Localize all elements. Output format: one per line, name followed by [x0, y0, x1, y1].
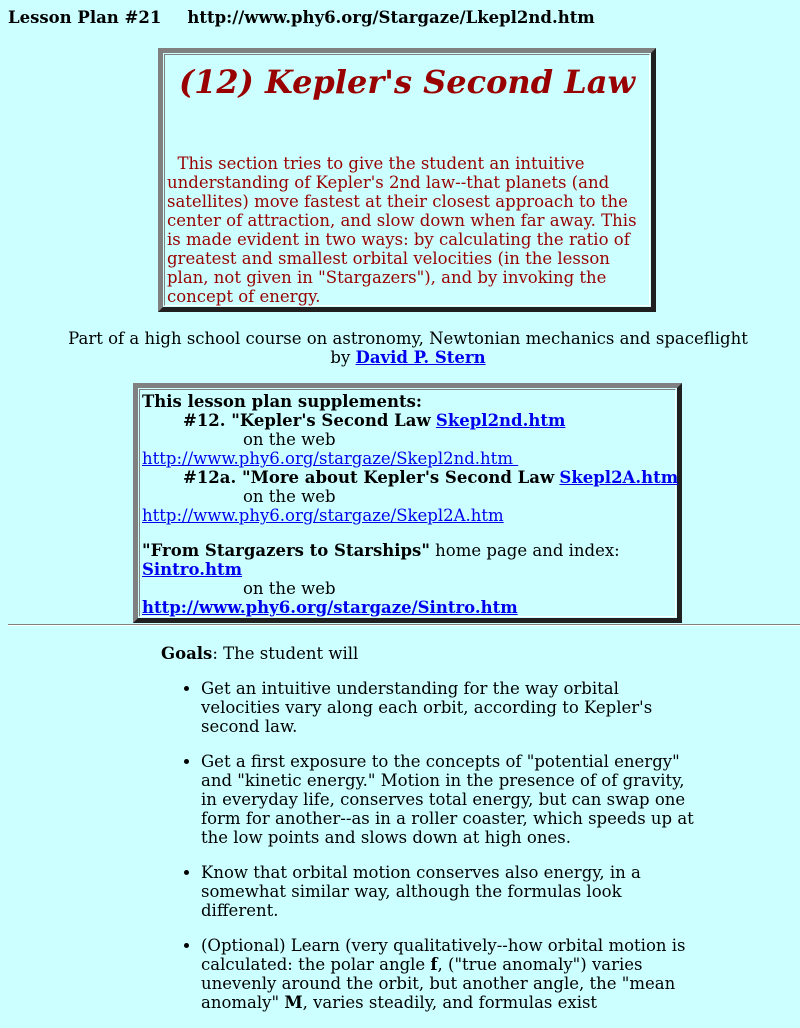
goals-list: [161, 679, 696, 1028]
on-web-label-3: on the web: [243, 579, 336, 598]
on-web-label-1: on the web: [243, 430, 336, 449]
author-line: [8, 348, 800, 367]
page-header: [8, 8, 595, 27]
goal-4-part-1: (Optional) Learn (very qualitatively--how orbital motion is calculated: the polar angle: [201, 936, 686, 974]
item-2-url-link[interactable]: http://www.phy6.org/stargaze/Skepl2A.htm: [142, 506, 504, 525]
supplement-heading: This lesson plan supplements:: [142, 392, 422, 411]
supplement-content: [142, 392, 679, 617]
home-row: [142, 541, 673, 560]
lesson-number: Lesson Plan #21: [8, 8, 162, 27]
page-url: http://www.phy6.org/Stargaze/Lkepl2nd.htm: [187, 8, 595, 27]
home-text: home page and index:: [429, 541, 620, 560]
goal-item: [201, 936, 696, 1012]
goal-4-part-2: , ("true anomaly") varies unevenly around the orbit, but another angle, the "mean anomaly": [201, 955, 676, 1012]
home-link-row: [142, 560, 673, 579]
item-1-label: #12. "Kepler's Second Law: [183, 411, 431, 430]
home-url-link[interactable]: http://www.phy6.org/stargaze/Sintro.htm: [142, 598, 518, 617]
item-2-url-row: [142, 506, 673, 525]
page-title: (12) Kepler's Second Law: [179, 63, 635, 101]
symbol-m: M: [284, 993, 303, 1012]
goals-lead: : The student will: [212, 644, 359, 663]
on-web-label-2: on the web: [243, 487, 336, 506]
home-title: "From Stargazers to Starships": [142, 541, 430, 560]
item-1-url-link[interactable]: http://www.phy6.org/stargaze/Skepl2nd.htm: [142, 449, 519, 468]
item-1-url-row: [142, 449, 673, 468]
item-2-label: #12a. "More about Kepler's Second Law: [183, 468, 555, 487]
goal-item: • Get an intuitive understanding for the way orbital velocities vary along each orbit, according to Kepler's second law.: [201, 679, 696, 736]
supplement-box: [133, 383, 682, 623]
item-1-link[interactable]: Skepl2nd.htm: [435, 411, 566, 430]
home-url-row: [142, 598, 673, 617]
symbol-f: f: [430, 955, 438, 974]
spacer: [142, 525, 673, 541]
course-description: Part of a high school course on astronomy, Newtonian mechanics and spaceflight: [68, 329, 748, 348]
goal-item: • Get a first exposure to the concepts of "potential energy" and "kinetic energy." Motion in the presence of of gravity, in everyday life, conserves total energy, but can swap one form for another--as in a roller coaster, which speeds up at the low points and slows down at high ones.: [201, 752, 696, 847]
intro-text: This section tries to give the student an intuitive understanding of Kepler's 2nd law--that planets (and satellites) move fastest at their closest approach to the center of attraction, and slow down when far away. This is made evident in two ways: by calculating the ratio of greatest and smallest orbital velocities (in the lesson plan, not given in "Stargazers"), and by invoking the concept of energy.: [167, 154, 637, 306]
supplement-item-1: [142, 411, 673, 430]
by-label: by: [330, 348, 351, 367]
supplement-item-2: [142, 468, 679, 487]
title-box-inner: [164, 54, 650, 306]
author-link[interactable]: David P. Stern: [355, 348, 486, 367]
course-credit: [8, 329, 800, 367]
home-link[interactable]: Sintro.htm: [142, 560, 243, 579]
item-2-link[interactable]: Skepl2A.htm: [559, 468, 679, 487]
intro-paragraph: [167, 154, 645, 306]
title-box: [158, 48, 656, 312]
divider: [8, 624, 800, 626]
goal-4-part-3: , varies steadily, and formulas exist: [302, 993, 598, 1012]
supplement-box-inner: [139, 389, 679, 617]
goals-heading: [161, 644, 358, 663]
goal-item: • Know that orbital motion conserves also energy, in a somewhat similar way, although the formulas look different.: [201, 863, 696, 920]
goals-label: Goals: [161, 644, 213, 663]
